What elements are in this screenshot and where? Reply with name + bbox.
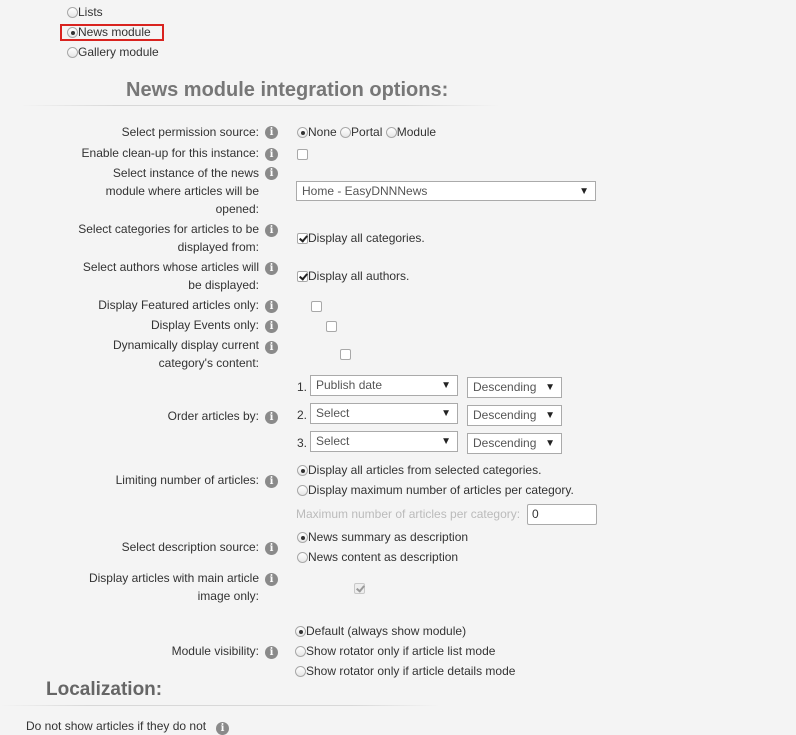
section-divider — [20, 105, 500, 106]
info-icon[interactable]: i — [265, 148, 278, 161]
info-icon[interactable]: i — [265, 341, 278, 354]
order-field-select-1[interactable] — [310, 375, 458, 396]
visibility-option-default[interactable] — [295, 624, 466, 638]
categories-label: Select categories for articles to be displayed from: — [78, 222, 259, 254]
info-icon[interactable]: i — [265, 300, 278, 313]
order-field-value-2: Select — [316, 406, 350, 420]
info-icon[interactable]: i — [265, 126, 278, 139]
info-icon[interactable]: i — [265, 320, 278, 333]
dropdown-arrow-icon: ▼ — [441, 408, 451, 419]
display-all-authors-label: Display all authors. — [308, 269, 410, 283]
dropdown-arrow-icon: ▼ — [545, 438, 555, 449]
limiting-max-label: Display maximum number of articles per category. — [308, 483, 574, 497]
events-label: Display Events only: — [150, 318, 259, 332]
description-content-label: News content as description — [308, 550, 459, 564]
info-icon[interactable]: i — [265, 475, 278, 488]
visibility-details-radio[interactable] — [295, 666, 306, 677]
visibility-label: Module visibility: — [171, 644, 259, 658]
permission-portal-radio[interactable] — [340, 127, 351, 138]
order-direction-value-3: Descending — [473, 436, 537, 450]
section-title: News module integration options: — [126, 79, 449, 101]
gallery-module-radio[interactable] — [67, 47, 78, 58]
dynamic-label: Dynamically display current category's content: — [112, 338, 259, 370]
dropdown-arrow-icon: ▼ — [545, 382, 555, 393]
description-label: Select description source: — [121, 540, 259, 554]
featured-checkbox[interactable] — [311, 301, 322, 312]
display-all-categories-label: Display all categories. — [308, 231, 425, 245]
permission-portal-label: Portal — [351, 125, 383, 139]
max-articles-input[interactable]: 0 — [527, 504, 597, 525]
order-label: Order articles by: — [167, 409, 259, 423]
instance-label: Select instance of the news module where articles will be opened: — [105, 166, 259, 216]
order-field-value-1: Publish date — [316, 378, 383, 392]
order-direction-select-2[interactable] — [467, 405, 562, 426]
dynamic-checkbox[interactable] — [340, 349, 351, 360]
integration-option-gallery[interactable] — [67, 45, 159, 59]
localization-divider — [0, 705, 440, 706]
main-image-checkbox[interactable] — [354, 583, 365, 594]
order-direction-value-1: Descending — [473, 380, 537, 394]
info-icon[interactable]: i — [265, 411, 278, 424]
visibility-details-label: Show rotator only if article details mode — [306, 664, 516, 678]
news-module-label: News module — [78, 25, 151, 39]
categories-check-row — [297, 231, 425, 245]
dropdown-arrow-icon: ▼ — [441, 380, 451, 391]
cleanup-checkbox[interactable] — [297, 149, 308, 160]
order-field-select-2[interactable] — [310, 403, 458, 424]
order-row-2-number: 2. — [297, 408, 308, 422]
localization-title: Localization: — [46, 679, 163, 700]
permission-label: Select permission source: — [121, 125, 259, 139]
limiting-all-radio[interactable] — [297, 465, 308, 476]
info-icon[interactable]: i — [265, 542, 278, 555]
authors-label: Select authors whose articles will be displayed: — [82, 260, 259, 292]
order-field-value-3: Select — [316, 434, 350, 448]
visibility-default-radio[interactable] — [295, 626, 306, 637]
order-direction-select-1[interactable] — [467, 377, 562, 398]
info-icon[interactable]: i — [265, 573, 278, 586]
news-module-radio[interactable] — [67, 27, 78, 38]
dropdown-arrow-icon: ▼ — [545, 410, 555, 421]
visibility-option-list[interactable] — [295, 644, 495, 658]
visibility-option-details[interactable] — [295, 664, 515, 678]
cleanup-label: Enable clean-up for this instance: — [81, 146, 259, 160]
info-icon[interactable]: i — [265, 262, 278, 275]
integration-option-lists[interactable] — [67, 5, 103, 19]
info-icon[interactable]: i — [265, 646, 278, 659]
order-row-1-number: 1. — [297, 380, 308, 394]
max-articles-label: Maximum number of articles per category: — [296, 507, 521, 521]
limiting-option-max[interactable] — [297, 483, 574, 497]
main-image-label: Display articles with main article image only: — [88, 571, 259, 603]
authors-check-row — [297, 269, 409, 283]
display-all-authors-checkbox[interactable] — [297, 271, 308, 282]
limiting-label: Limiting number of articles: — [115, 473, 259, 487]
permission-none-label: None — [308, 125, 337, 139]
lists-label: Lists — [78, 5, 103, 19]
visibility-default-label: Default (always show module) — [306, 624, 467, 638]
limiting-max-radio[interactable] — [297, 485, 308, 496]
permission-options — [297, 125, 436, 139]
order-direction-select-3[interactable] — [467, 433, 562, 454]
order-row-3-number: 3. — [297, 436, 308, 450]
info-icon[interactable]: i — [216, 722, 229, 735]
limiting-all-label: Display all articles from selected categories. — [308, 463, 542, 477]
events-checkbox[interactable] — [326, 321, 337, 332]
order-field-select-3[interactable] — [310, 431, 458, 452]
dropdown-arrow-icon: ▼ — [441, 436, 451, 447]
info-icon[interactable]: i — [265, 224, 278, 237]
info-icon[interactable]: i — [265, 167, 278, 180]
display-all-categories-checkbox[interactable] — [297, 233, 308, 244]
permission-module-label: Module — [396, 125, 437, 139]
description-option-content[interactable] — [297, 550, 458, 564]
cutoff-text: Do not show articles if they do not — [26, 719, 207, 733]
visibility-list-radio[interactable] — [295, 646, 306, 657]
description-summary-label: News summary as description — [308, 530, 469, 544]
dropdown-arrow-icon: ▼ — [579, 186, 589, 197]
permission-module-radio[interactable] — [386, 127, 397, 138]
limiting-option-all[interactable] — [297, 463, 541, 477]
order-direction-value-2: Descending — [473, 408, 537, 422]
permission-none-radio[interactable] — [297, 127, 308, 138]
description-content-radio[interactable] — [297, 552, 308, 563]
instance-select-value: Home - EasyDNNNews — [302, 184, 428, 198]
visibility-list-label: Show rotator only if article list mode — [306, 644, 496, 658]
lists-radio[interactable] — [67, 7, 78, 18]
integration-option-news[interactable] — [67, 25, 151, 39]
featured-label: Display Featured articles only: — [98, 298, 259, 312]
instance-select[interactable] — [296, 181, 596, 201]
description-option-summary[interactable] — [297, 530, 468, 544]
description-summary-radio[interactable] — [297, 532, 308, 543]
gallery-module-label: Gallery module — [78, 45, 159, 59]
